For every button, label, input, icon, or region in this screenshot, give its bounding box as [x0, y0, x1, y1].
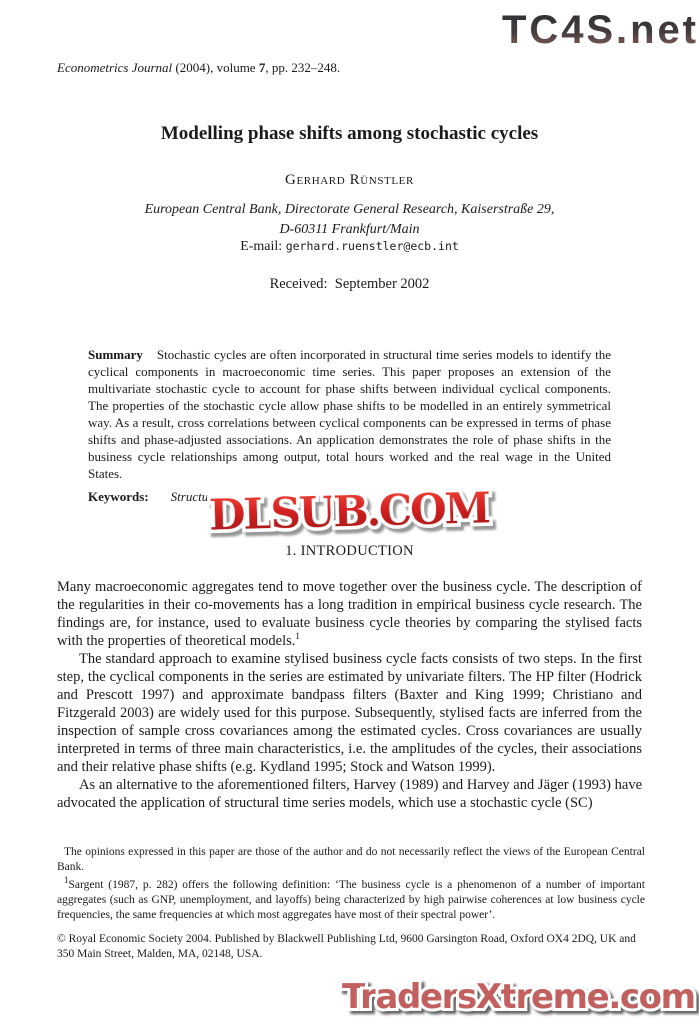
copyright-line: © Royal Economic Society 2004. Published by Blackwell Publishing Ltd, 9600 Garsington Road, Oxford OX4 2DQ, UK and 350 Main Street, Malden, MA, 02148, USA. [57, 933, 636, 960]
intro-paragraph-2: The standard approach to examine stylised business cycle facts consists of two steps. In the first step, the cyclical components in the series are estimated by univariate filters. The HP filter (Hodrick and Prescott 1997) and approximate bandpass filters (Baxter and King 1999; Christiano and Fitzgerald 2003) are widely used for this purpose. Subsequently, stylised facts are inferred from the inspection of sample cross covariances among the estimated cycles. Cross covariances are usually interpreted in terms of three main characteristics, i.e. the amplitudes of the cycles, their associations and their relative phase shifts (e.g. Kydland 1995; Stock and Watson 1999). [57, 651, 642, 775]
intro-paragraph-3: As an alternative to the aforementioned filters, Harvey (1989) and Harvey and Jäger (1993) have advocated the application of structural time series models, which use a stochastic cycle (SC) [57, 777, 642, 811]
journal-header-line [57, 60, 340, 76]
watermark-tc4s-svg [500, 3, 696, 53]
received-date: Received: September 2002 [269, 276, 430, 292]
footnote-marker-1: 1 [295, 631, 300, 642]
page-title: Modelling phase shifts among stochastic cycles [160, 123, 539, 144]
author-name: Gerhard Rünstler [285, 172, 414, 188]
footnote-1 [57, 875, 645, 923]
intro-paragraph-1 [57, 578, 642, 650]
email-label: E-mail: [240, 239, 286, 254]
journal-volume-number: 7 [258, 60, 266, 75]
section-heading-introduction: 1. INTRODUCTION [285, 543, 414, 559]
summary-block [88, 346, 611, 482]
watermark-dlsub-text: DLSUB.COM [208, 483, 492, 540]
journal-year-volume: (2004), volume [172, 60, 259, 75]
affiliation-line-1: European Central Bank, Directorate General Research, Kaiserstraße 29, [144, 202, 555, 217]
keywords-label: Keywords: [88, 489, 149, 504]
keywords-line [88, 489, 611, 505]
watermark-tradersxtreme-svg [335, 970, 699, 1024]
affiliation-line-2: D-60311 Frankfurt/Main [279, 222, 420, 237]
footnote-1-marker: 1 [64, 875, 69, 886]
summary-label: Summary [88, 347, 143, 362]
email-address: gerhard.ruenstler@ecb.int [285, 239, 459, 253]
watermark-tradersxtreme-text: TradersXtreme.com [342, 977, 696, 1017]
footnote-1-text: Sargent (1987, p. 282) offers the following definition: ‘The business cycle is a phenomenon of a number of important aggregates (such as GNP, unemployment, and layoffs) being characterized by high pairwise coherences at low business cycle frequencies, the same frequencies at which most aggregates have most of their spectral power’. [57, 879, 645, 921]
watermark-tradersxtreme [335, 970, 699, 1024]
author-affiliation [0, 200, 699, 240]
journal-pages: , pp. 232–248. [265, 60, 341, 75]
author-email-line [0, 239, 699, 255]
footnote-disclaimer: The opinions expressed in this paper are those of the author and do not necessarily reflect the views of the European Central Bank. [57, 846, 645, 873]
summary-text: Stochastic cycles are often incorporated in structural time series models to identify the cyclical components in macroeconomic time series. This paper proposes an extension of the multivariate stochastic cycle to account for phase shifts between individual cyclical components. The properties of the stochastic cycle allow phase shifts to be modelled in an entirely symmetrical way. As a result, cross correlations between cyclical components can be expressed in terms of phase shifts and phase-adjusted associations. An application demonstrates the role of phase shifts in the business cycle relationships among output, total hours worked and the real wage in the United States. [88, 347, 611, 481]
keywords-value-fragment: Structu [170, 489, 209, 504]
intro-paragraph-1-text: Many macroeconomic aggregates tend to move together over the business cycle. The description of the regularities in their co-movements has a long tradition in empirical business cycle research. The findings are, for instance, used to evaluate business cycle theories by comparing the stylised facts with the properties of theoretical models. [57, 579, 642, 649]
watermark-tc4s [500, 3, 696, 58]
journal-name: Econometrics Journal [57, 60, 173, 75]
body-text [57, 578, 642, 812]
watermark-tc4s-text: TC4S.net [502, 8, 694, 52]
footnotes-block [57, 845, 645, 926]
